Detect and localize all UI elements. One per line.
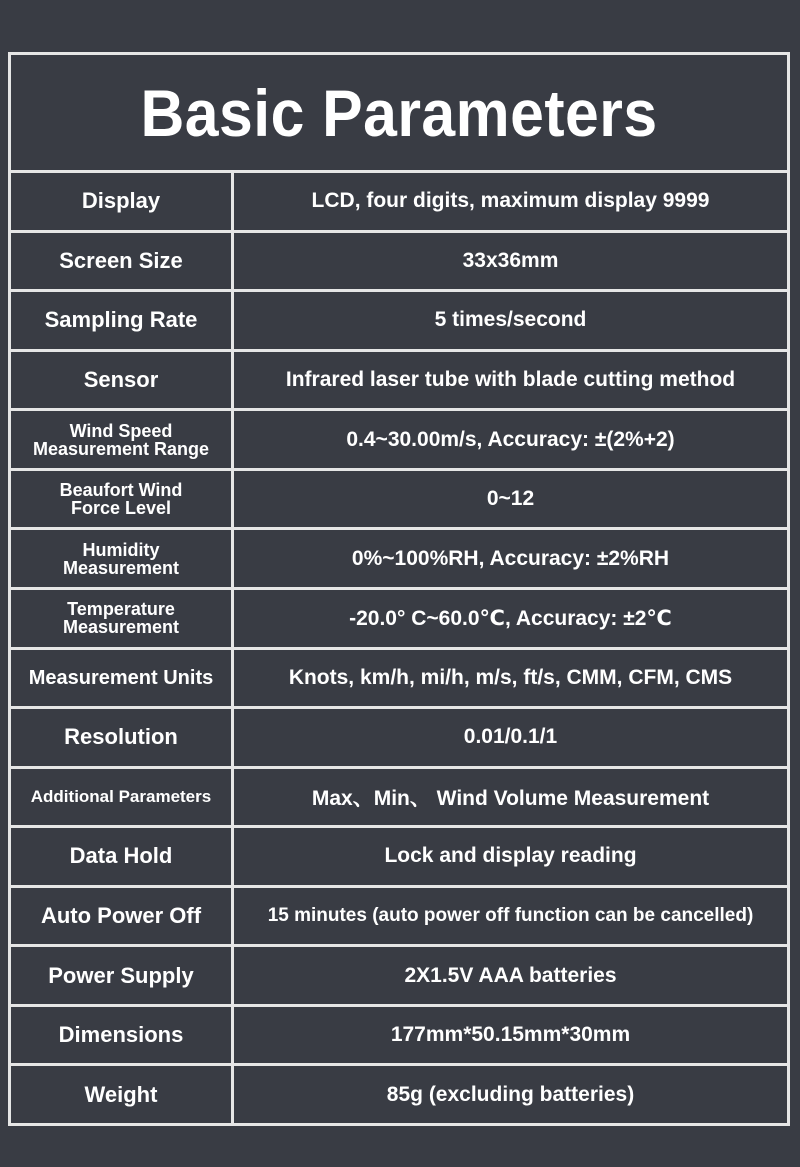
spec-row-auto-power-off xyxy=(11,888,787,945)
spec-label: Measurement Units xyxy=(11,650,231,707)
spec-row-sensor xyxy=(11,352,787,409)
spec-row-humidity xyxy=(11,530,787,587)
spec-label: Humidity Measurement xyxy=(11,530,231,587)
spec-label: Beaufort Wind Force Level xyxy=(11,471,231,528)
page-title: Basic Parameters xyxy=(140,75,658,150)
spec-rows xyxy=(11,173,787,1123)
spec-row-sampling-rate xyxy=(11,292,787,349)
spec-table xyxy=(8,52,790,1126)
title-row xyxy=(11,55,787,170)
spec-row-beaufort xyxy=(11,471,787,528)
spec-row-data-hold xyxy=(11,828,787,885)
spec-label: Display xyxy=(11,173,231,230)
spec-row-temperature xyxy=(11,590,787,647)
spec-value: Max、Min、 Wind Volume Measurement xyxy=(234,769,787,826)
spec-value: 0~12 xyxy=(234,471,787,528)
spec-row-resolution xyxy=(11,709,787,766)
spec-label: Screen Size xyxy=(11,233,231,290)
spec-label: Temperature Measurement xyxy=(11,590,231,647)
spec-label: Power Supply xyxy=(11,947,231,1004)
spec-value: 0.4~30.00m/s, Accuracy: ±(2%+2) xyxy=(234,411,787,468)
spec-value: 33x36mm xyxy=(234,233,787,290)
spec-value: 0.01/0.1/1 xyxy=(234,709,787,766)
spec-label: Additional Parameters xyxy=(11,769,231,826)
spec-row-weight xyxy=(11,1066,787,1123)
spec-row-units xyxy=(11,650,787,707)
spec-value: 85g (excluding batteries) xyxy=(234,1066,787,1123)
spec-value: -20.0° C~60.0℃, Accuracy: ±2℃ xyxy=(234,590,787,647)
spec-label: Wind Speed Measurement Range xyxy=(11,411,231,468)
spec-value: LCD, four digits, maximum display 9999 xyxy=(234,173,787,230)
spec-value: 177mm*50.15mm*30mm xyxy=(234,1007,787,1064)
spec-row-display xyxy=(11,173,787,230)
spec-row-dimensions xyxy=(11,1007,787,1064)
spec-label: Weight xyxy=(11,1066,231,1123)
spec-value: Knots, km/h, mi/h, m/s, ft/s, CMM, CFM, CMS xyxy=(234,650,787,707)
spec-value: 2X1.5V AAA batteries xyxy=(234,947,787,1004)
spec-label: Sensor xyxy=(11,352,231,409)
spec-label: Auto Power Off xyxy=(11,888,231,945)
spec-value: Infrared laser tube with blade cutting method xyxy=(234,352,787,409)
spec-value: Lock and display reading xyxy=(234,828,787,885)
spec-label: Resolution xyxy=(11,709,231,766)
spec-row-additional xyxy=(11,769,787,826)
spec-label: Dimensions xyxy=(11,1007,231,1064)
spec-value: 15 minutes (auto power off function can be cancelled) xyxy=(234,888,787,945)
spec-label: Sampling Rate xyxy=(11,292,231,349)
spec-row-wind-speed xyxy=(11,411,787,468)
spec-value: 0%~100%RH, Accuracy: ±2%RH xyxy=(234,530,787,587)
spec-row-screen-size xyxy=(11,233,787,290)
spec-label: Data Hold xyxy=(11,828,231,885)
spec-row-power-supply xyxy=(11,947,787,1004)
spec-value: 5 times/second xyxy=(234,292,787,349)
